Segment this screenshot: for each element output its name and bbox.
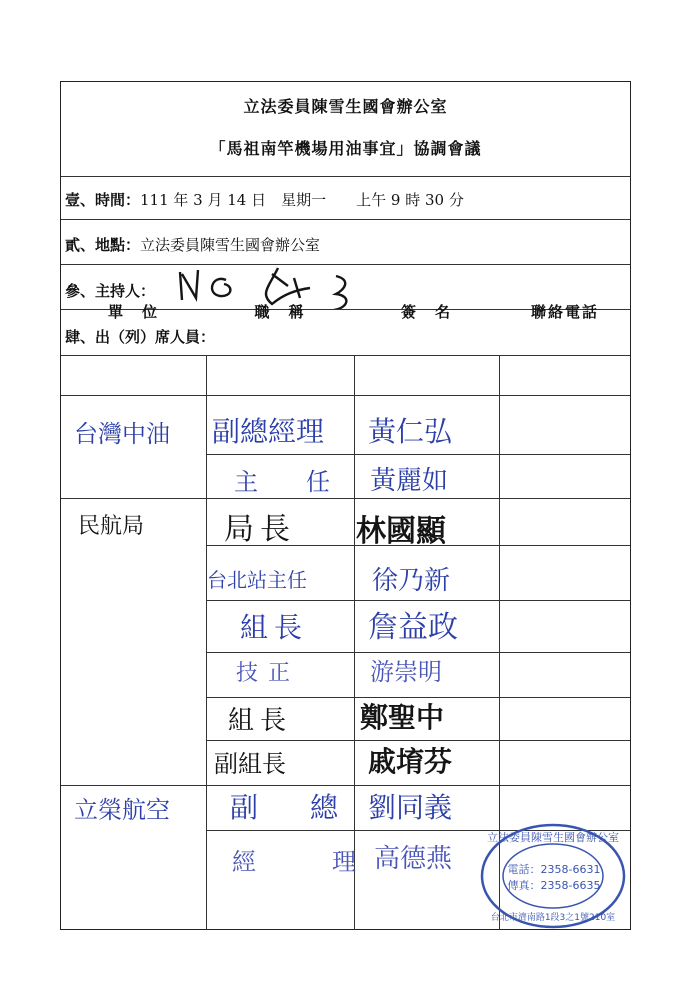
seal-fax: 傳真：2358-6635 (507, 879, 601, 892)
attendees-field: 肆、出（列）席人員： (65, 328, 216, 346)
signature-cell: 高德燕 (374, 844, 453, 874)
seal-tel: 電話：2358-6631 (507, 863, 601, 876)
unit-cell: 民航局 (78, 514, 145, 539)
title-cell: 技正 (236, 661, 301, 686)
header-phone: 聯絡電話 (530, 303, 599, 321)
title-cell: 副總經理 (212, 415, 325, 448)
header-unit: 單 位 (107, 303, 159, 321)
office-seal-stamp (478, 821, 628, 931)
time-value: 111 年 3 月 14 日 星期一 上午 9 時 30 分 (140, 191, 464, 209)
divider (61, 219, 630, 220)
title-cell: 局長 (224, 512, 296, 547)
column-divider (206, 355, 207, 930)
title-cell: 組長 (240, 611, 309, 644)
row-divider (206, 454, 630, 455)
unit-cell: 台灣中油 (74, 420, 170, 448)
signature-cell: 鄭聖中 (360, 701, 445, 734)
title-cell: 副 總 (230, 791, 351, 824)
signature-cell: 劉同義 (368, 791, 453, 824)
time-label: 壹、時間： (65, 191, 141, 209)
place-value: 立法委員陳雪生國會辦公室 (140, 236, 321, 254)
title-cell: 副組長 (214, 750, 286, 778)
signature-cell: 黃仁弘 (368, 415, 453, 448)
seal-address: 台北市濟南路1段3之1號210室 (490, 913, 616, 923)
meeting-title: 「馬祖南竿機場用油事宜」協調會議 (209, 139, 482, 158)
group-divider (61, 498, 630, 499)
table-header-divider (61, 395, 630, 396)
signature-cell: 黃麗如 (370, 466, 449, 496)
title-cell: 主 任 (234, 468, 342, 496)
title-cell: 經 理 (232, 848, 382, 876)
signature-cell: 詹益政 (368, 610, 458, 645)
signature-cell: 戚堉芬 (368, 745, 453, 778)
divider (61, 355, 630, 356)
signature-cell: 林國顯 (356, 514, 446, 549)
title-cell: 組長 (228, 706, 293, 736)
host-label: 參、主持人： (65, 282, 156, 300)
unit-cell: 立榮航空 (74, 796, 170, 824)
signature-cell: 游崇明 (370, 658, 442, 686)
seal-name: 立法委員陳雪生國會辦公室 (487, 831, 619, 844)
place-field (65, 234, 320, 255)
divider (61, 176, 630, 177)
header-signature: 簽 名 (400, 303, 452, 321)
time-field (65, 189, 464, 210)
office-title: 立法委員陳雪生國會辦公室 (243, 97, 448, 116)
signature-cell: 徐乃新 (372, 566, 451, 596)
header-title: 職 稱 (254, 303, 306, 321)
title-cell: 台北站主任 (207, 568, 307, 592)
row-divider (206, 600, 630, 601)
place-label: 貳、地點： (65, 236, 141, 254)
